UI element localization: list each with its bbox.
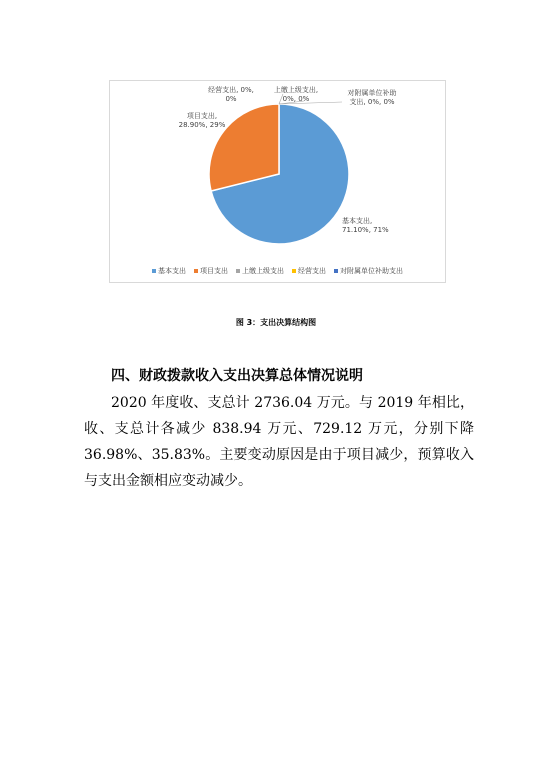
data-label-4-line1: 对附属单位补助 [347, 89, 397, 97]
data-label-1-line2: 28.90%, 29% [178, 121, 226, 129]
data-label-4-line2: 支出, 0%, 0% [349, 98, 395, 106]
legend-swatch [152, 269, 156, 273]
section-paragraph [84, 390, 474, 494]
legend-swatch [194, 269, 198, 273]
legend-label: 经营支出 [298, 267, 326, 275]
legend-label: 基本支出 [158, 267, 186, 275]
legend-item [152, 266, 186, 276]
data-label-3-line1: 经营支出, 0%, [208, 86, 254, 94]
figure-caption: 图 3：支出决算结构图 [235, 318, 317, 327]
legend-item [334, 266, 403, 276]
paragraph-line: 2020 年度收、支总计 2736.04 万元。与 2019 年相比， [111, 395, 474, 411]
data-label-0-line2: 71.10%, 71% [342, 226, 389, 234]
pie-chart-plot [110, 81, 447, 284]
data-label-1-line1: 项目支出, [186, 112, 218, 120]
legend-item [236, 266, 284, 276]
legend-swatch [236, 269, 240, 273]
legend-swatch [292, 269, 296, 273]
data-label-3-line2: 0% [225, 95, 237, 103]
paragraph-line: 36.98%、35.83%。主要变动原因是由于项目减少，预算收入 [84, 447, 474, 463]
data-label-0-line1: 基本支出, [342, 217, 373, 225]
chart-legend [110, 266, 445, 276]
paragraph-line: 与支出金额相应变动减少。 [84, 473, 252, 489]
legend-swatch [334, 269, 338, 273]
legend-item [292, 266, 326, 276]
data-label-2-line1: 上缴上级支出, [273, 86, 319, 94]
pie-chart [109, 80, 446, 283]
section-heading: 四、财政拨款收入支出决算总体情况说明 [111, 368, 363, 384]
legend-label: 对附属单位补助支出 [340, 267, 403, 275]
paragraph-line: 收、支总计各减少 838.94 万元、729.12 万元，分别下降 [84, 421, 474, 437]
legend-label: 项目支出 [200, 267, 228, 275]
data-label-2-line2: 0%, 0% [282, 95, 310, 103]
legend-label: 上缴上级支出 [242, 267, 284, 275]
legend-item [194, 266, 228, 276]
